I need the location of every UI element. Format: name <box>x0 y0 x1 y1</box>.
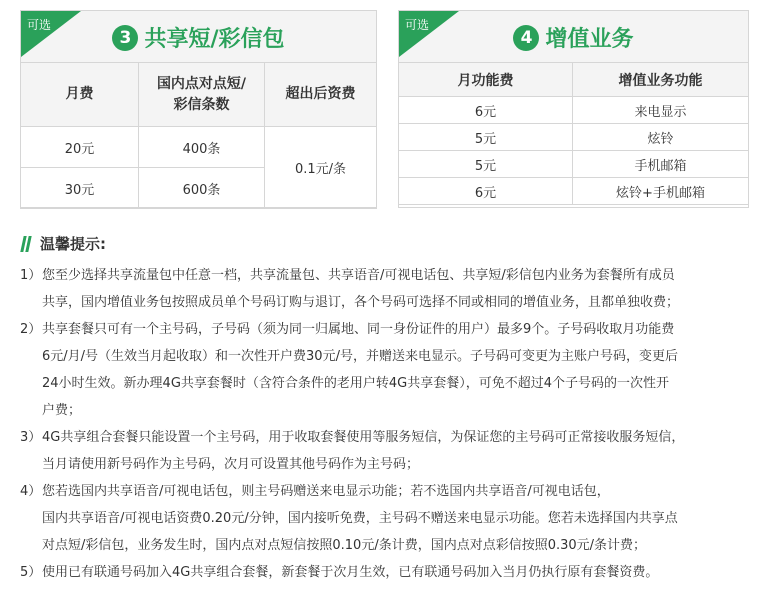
note-line: 共享套餐只可有一个主号码，子号码（须为同一归属地、同一身份证件的用户）最多9个。子号码收取月功能费 <box>42 322 675 337</box>
note-line: 国内共享语音/可视电话资费0.20元/分钟，国内接听免费，主号码不赠送来电显示功能。您若未选择国内共享点 <box>42 511 678 526</box>
table-header-row <box>399 63 749 97</box>
panel-title-text: 增值业务 <box>545 27 634 52</box>
panel-header <box>399 11 748 63</box>
list-item <box>20 316 755 424</box>
sms-mms-package-panel <box>20 10 377 208</box>
list-item <box>20 559 755 586</box>
sms-package-table <box>20 62 377 209</box>
cell-feature: 炫铃 <box>573 124 749 151</box>
cell-fee: 30元 <box>21 168 139 209</box>
note-number: 4） <box>20 484 42 499</box>
step-number-badge: 3 <box>112 25 138 51</box>
note-number: 3） <box>20 430 42 445</box>
note-line: 使用已有联通号码加入4G共享组合套餐，新套餐于次月生效，已有联通号码加入当月仍执行原有套餐资费。 <box>42 565 659 580</box>
tips-list <box>20 262 755 586</box>
table-row <box>399 178 749 205</box>
note-number: 1） <box>20 268 42 283</box>
tips-bars-icon <box>22 236 32 252</box>
table-row <box>399 124 749 151</box>
cell-count: 600条 <box>139 168 265 209</box>
header-monthly-fee: 月费 <box>21 63 139 127</box>
optional-badge: 可选 <box>27 18 52 32</box>
note-line: 您至少选择共享流量包中任意一档，共享流量包、共享语音/可视电话包、共享短/彩信包内业务为套餐所有成员 <box>42 268 675 283</box>
table-row <box>399 151 749 178</box>
note-line: 当月请使用新号码作为主号码，次月可设置其他号码作为主号码； <box>42 457 420 472</box>
cell-fee: 5元 <box>399 124 573 151</box>
note-line: 24小时生效。新办理4G共享套餐时（含符合条件的老用户转4G共享套餐），可免不超过4个子号码的一次性开 <box>42 376 670 391</box>
optional-badge: 可选 <box>405 18 430 32</box>
note-line: 共享，国内增值业务包按照成员单个号码订购与退订，各个号码可选择不同或相同的增值业务，且都单独收费； <box>42 295 680 310</box>
cell-feature: 手机邮箱 <box>573 151 749 178</box>
list-item <box>20 262 755 316</box>
tips-heading <box>22 233 106 254</box>
table-header-row <box>21 63 377 127</box>
header-overage-rate: 超出后资费 <box>265 63 377 127</box>
value-added-table <box>398 62 749 205</box>
note-number: 5） <box>20 565 42 580</box>
note-line: 您若选国内共享语音/可视电话包，则主号码赠送来电显示功能；若不选国内共享语音/可视电话包， <box>42 484 610 499</box>
note-line: 4G共享组合套餐只能设置一个主号码，用于收取套餐使用等服务短信，为保证您的主号码可正常接收服务短信， <box>42 430 685 445</box>
panel-title-text: 共享短/彩信包 <box>144 27 285 52</box>
header-message-count: 国内点对点短/ 彩信条数 <box>139 63 265 127</box>
header-service-feature: 增值业务功能 <box>573 63 749 97</box>
cell-overage: 0.1元/条 <box>265 127 377 209</box>
note-line: 6元/月/号（生效当月起收取）和一次性开户费30元/号，并赠送来电显示。子号码可变更为主账户号码，变更后 <box>42 349 678 364</box>
cell-fee: 6元 <box>399 97 573 124</box>
list-item <box>20 424 755 478</box>
table-row <box>21 127 377 168</box>
cell-fee: 20元 <box>21 127 139 168</box>
panel-title <box>399 22 748 53</box>
note-number: 2） <box>20 322 42 337</box>
tips-title: 温馨提示: <box>40 235 106 253</box>
cell-count: 400条 <box>139 127 265 168</box>
cell-fee: 6元 <box>399 178 573 205</box>
note-line: 对点短/彩信包，业务发生时，国内点对点短信按照0.10元/条计费，国内点对点彩信按照0.30元/条计费； <box>42 538 647 553</box>
note-line: 户费； <box>42 403 82 418</box>
panel-header <box>21 11 376 63</box>
list-item <box>20 478 755 559</box>
cell-feature: 来电显示 <box>573 97 749 124</box>
panel-title <box>21 22 376 53</box>
cell-fee: 5元 <box>399 151 573 178</box>
step-number-badge: 4 <box>513 25 539 51</box>
header-monthly-fee: 月功能费 <box>399 63 573 97</box>
table-row <box>399 97 749 124</box>
cell-feature: 炫铃+手机邮箱 <box>573 178 749 205</box>
value-added-services-panel <box>398 10 749 208</box>
